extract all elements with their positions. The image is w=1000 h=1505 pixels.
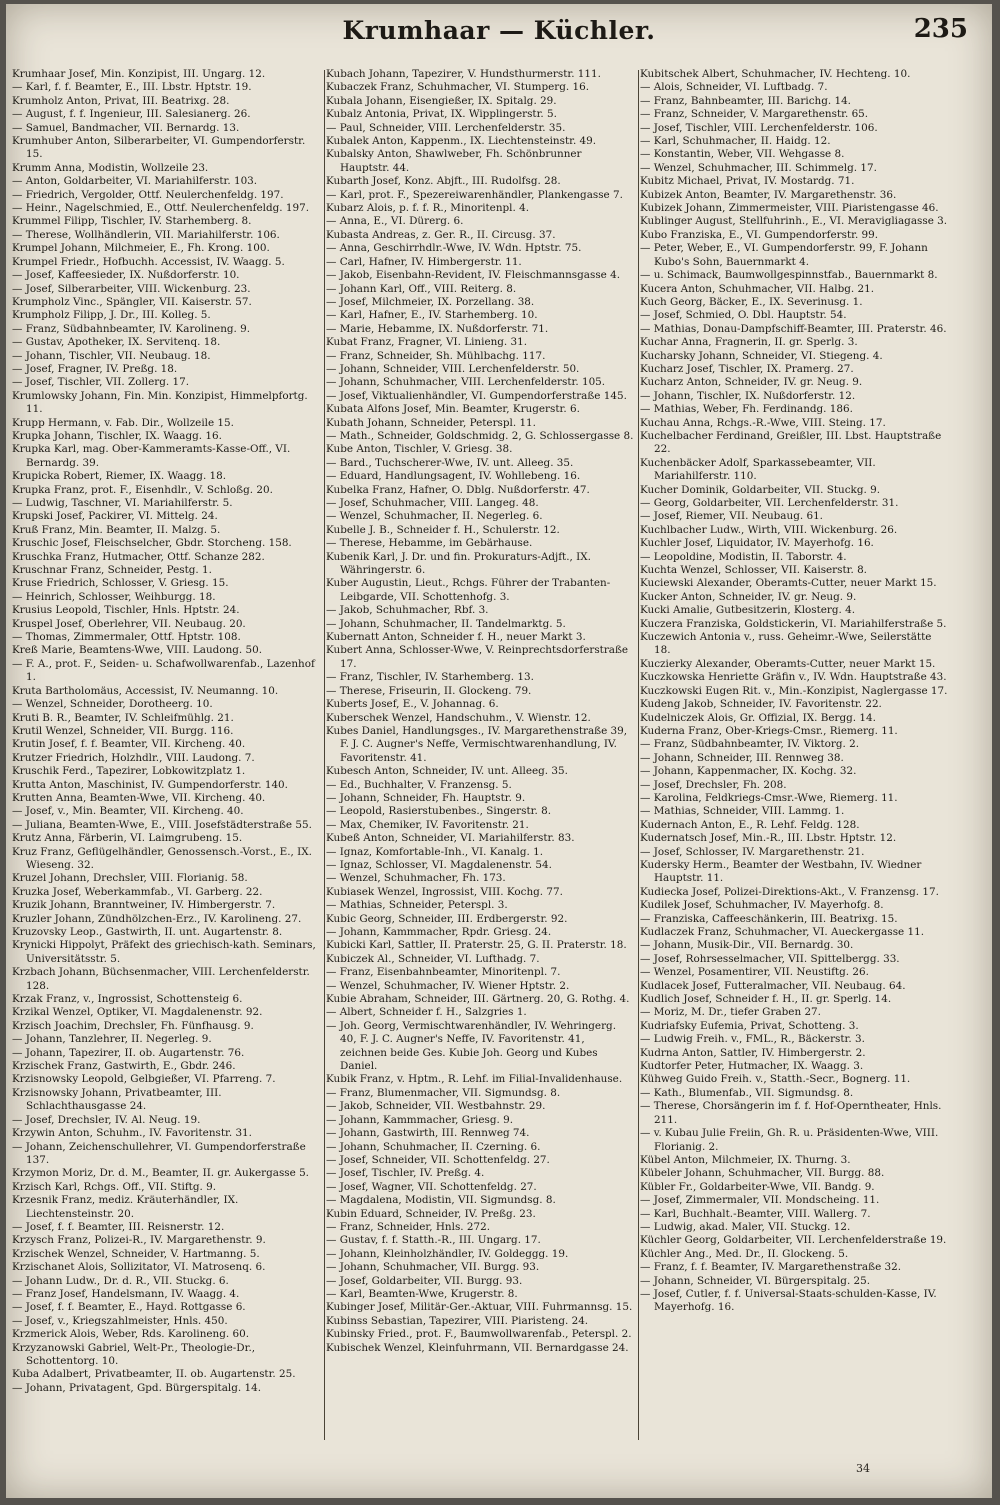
directory-entry: Krupka Johann, Tischler, IX. Waagg. 16. — [12, 429, 222, 442]
directory-entry: Kubaczek Franz, Schuhmacher, VI. Stumperg. 16. — [326, 81, 590, 94]
directory-entry: — August, f. f. Ingenieur, III. Salesianerg. 26. — [12, 108, 251, 121]
directory-entry: Krzischanet Alois, Sollizitator, VI. Matrosenq. 6. — [12, 1261, 266, 1274]
directory-entry: — Josef, Viktualienhändler, VI. Gumpendorferstraße 145. — [326, 389, 627, 402]
directory-entry: Kubasta Andreas, z. Ger. R., II. Circusg. 37. — [326, 228, 556, 241]
directory-entry: — Josef, Milchmeier, IX. Porzellang. 38. — [326, 295, 535, 308]
directory-entry: — Franz, Schneider, V. Margarethenstr. 65. — [640, 108, 869, 121]
directory-entry: — Mathias, Weber, Fh. Ferdinandg. 186. — [640, 403, 853, 416]
directory-entry: Kreß Marie, Beamtens-Wwe, VIII. Laudong. 50. — [12, 644, 263, 657]
directory-entry: — Anna, E., VI. Dürerg. 6. — [326, 215, 464, 228]
directory-entry: Kucharsky Johann, Schneider, VI. Stiegeng. 4. — [640, 349, 883, 362]
directory-entry: — Ludwig, akad. Maler, VII. Stuckg. 12. — [640, 1220, 851, 1233]
directory-entry: Kudeng Jakob, Schneider, IV. Favoritenstr. 22. — [640, 698, 882, 711]
directory-entry: — Josef, Silberarbeiter, VIII. Wickenburg. 23. — [12, 282, 251, 295]
directory-entry: — Josef, Drechsler, Fh. 208. — [640, 778, 787, 791]
directory-entry: — Kath., Blumenfab., VII. Sigmundsg. 8. — [640, 1086, 854, 1099]
directory-entry: Kucera Anton, Schuhmacher, VII. Halbg. 21. — [640, 282, 875, 295]
directory-entry: Kruschnar Franz, Schneider, Pestg. 1. — [12, 564, 212, 577]
directory-entry: Kruz Franz, Geflügelhändler, Genossensch.-Vorst., E., IX. Wieseng. 32. — [12, 845, 312, 871]
directory-entry: Kubiczek Al., Schneider, VI. Lufthadg. 7. — [326, 952, 540, 965]
directory-entry: Kuberschek Wenzel, Handschuhm., V. Wienstr. 12. — [326, 711, 591, 724]
directory-entry: Kuczkowski Eugen Rit. v., Min.-Konzipist, Naglergasse 17. — [640, 684, 948, 697]
directory-entry: — Franz, Bahnbeamter, III. Barichg. 14. — [640, 94, 851, 107]
directory-entry: Kubo Franziska, E., VI. Gumpendorferstr. 99. — [640, 228, 879, 241]
directory-entry: — Johann, Schneider, VIII. Lerchenfelderstr. 50. — [326, 362, 580, 375]
directory-entry: Kucharz Anton, Schneider, IV. gr. Neug. 9. — [640, 376, 863, 389]
directory-entry: Krupka Franz, prot. F., Eisenhdlr., V. Schloßg. 20. — [12, 483, 273, 496]
signature-mark: 34 — [856, 1462, 870, 1475]
directory-entry: Kucher Dominik, Goldarbeiter, VII. Stuckg. 9. — [640, 483, 880, 496]
directory-entry: Krutz Anna, Färberin, VI. Laimgrubeng. 15. — [12, 832, 243, 845]
directory-entry: — Marie, Hebamme, IX. Nußdorferstr. 71. — [326, 322, 549, 335]
directory-entry: — u. Schimack, Baumwollgespinnstfab., Bauernmarkt 8. — [640, 269, 938, 282]
directory-entry: Kucki Amalie, Gutbesitzerin, Klosterg. 4. — [640, 604, 856, 617]
directory-entry: Kubalsky Anton, Shawlweber, Fh. Schönbrunner Hauptstr. 44. — [326, 148, 582, 174]
directory-entry: Krutten Anna, Beamten-Wwe, VII. Kircheng. 40. — [12, 791, 266, 804]
directory-entry: Kubesch Anton, Schneider, IV. unt. Alleeg. 35. — [326, 765, 568, 778]
column-divider — [638, 70, 639, 1440]
directory-entry: Kuczierky Alexander, Oberamts-Cutter, neuer Markt 15. — [640, 657, 936, 670]
directory-entry: Kruzik Johann, Branntweiner, IV. Himbergerstr. 7. — [12, 899, 276, 912]
directory-entry: Kubat Franz, Fragner, VI. Linieng. 31. — [326, 336, 528, 349]
directory-entry: — Jakob, Eisenbahn-Revident, IV. Fleischmannsgasse 4. — [326, 269, 621, 282]
directory-entry: Krynicki Hippolyt, Präfekt des griechisch-kath. Seminars, Universitätsstr. 5. — [12, 939, 316, 965]
directory-entry: — Johann, Schuhmacher, II. Czerning. 6. — [326, 1140, 541, 1153]
directory-entry: Kuchelbacher Ferdinand, Greißler, III. Lbst. Hauptstraße 22. — [640, 429, 942, 456]
directory-entry: Kublinger August, Stellfuhrinh., E., VI. Meravigliagasse 3. — [640, 215, 948, 228]
directory-entry: — Josef, Zimmermaler, VII. Mondscheing. 11. — [640, 1194, 880, 1207]
directory-entry: Krumpholz Vinc., Spängler, VII. Kaiserstr. 57. — [12, 295, 252, 308]
directory-entry: — Karl, Buchhalt.-Beamter, VIII. Wallerg. 7. — [640, 1207, 871, 1220]
directory-entry: — Konstantin, Weber, VII. Wehgasse 8. — [640, 148, 845, 161]
directory-entry: — Josef, v., Kriegszahlmeister, Hnls. 450. — [12, 1314, 228, 1327]
directory-entry: Kuczewich Antonia v., russ. Geheimr.-Wwe, Seilerstätte 18. — [640, 631, 932, 657]
directory-entry: — Johann Karl, Off., VIII. Reiterg. 8. — [326, 282, 517, 295]
directory-entry: Krumpholz Filipp, J. Dr., III. Kolleg. 5. — [12, 309, 211, 322]
directory-entry: — Wenzel, Schuhmacher, II. Negerleg. 6. — [326, 510, 543, 523]
directory-entry: — Johann Ludw., Dr. d. R., VII. Stuckg. 6. — [12, 1274, 229, 1287]
directory-entry: Küchler Georg, Goldarbeiter, VII. Lerchenfelderstraße 19. — [640, 1234, 947, 1247]
directory-entry: — Moriz, M. Dr., tiefer Graben 27. — [640, 1006, 821, 1019]
directory-entry: — Alois, Schneider, VI. Luftbadg. 7. — [640, 81, 828, 94]
directory-entry: — Johann, Kleinholzhändler, IV. Goldeggg. 19. — [326, 1247, 569, 1260]
directory-entry: — Josef, Drechsler, IV. Al. Neug. 19. — [12, 1113, 201, 1126]
directory-entry: Kuch Georg, Bäcker, E., IX. Severinusg. 1. — [640, 295, 863, 308]
directory-entry: Kruzler Johann, Zündhölzchen-Erz., IV. Karolineng. 27. — [12, 912, 302, 925]
directory-entry: — Gustav, Apotheker, IX. Servitenq. 18. — [12, 336, 221, 349]
directory-entry: Kubarth Josef, Konz. Abjft., III. Rudolfsg. 28. — [326, 175, 561, 188]
page-header — [6, 10, 992, 54]
directory-entry: — Karl, Beamten-Wwe, Krugerstr. 8. — [326, 1287, 518, 1300]
directory-entry: — Samuel, Bandmacher, VII. Bernardg. 13. — [12, 121, 240, 134]
directory-entry: — Gustav, f. f. Statth.-R., III. Ungarg. 17. — [326, 1234, 541, 1247]
directory-entry: — Josef, Schmied, O. Dbl. Hauptstr. 54. — [640, 309, 847, 322]
directory-entry: — Anton, Goldarbeiter, VI. Mariahilferstr. 103. — [12, 175, 258, 188]
directory-entry: — Karl, Hafner, E., IV. Starhemberg. 10. — [326, 309, 538, 322]
directory-entry: — Franz, Eisenbahnbeamter, Minoritenpl. 7. — [326, 966, 561, 979]
directory-entry: — Therese, Hebamme, im Gebärhause. — [326, 537, 533, 550]
directory-page — [6, 4, 992, 1498]
directory-entry: — Johann, Tischler, IX. Nußdorferstr. 12. — [640, 389, 856, 402]
directory-entry: Krzischek Wenzel, Schneider, V. Hartmanng. 5. — [12, 1247, 260, 1260]
directory-entry: Kubelle J. B., Schneider f. H., Schulerstr. 12. — [326, 523, 560, 536]
directory-entry: Kudersky Herm., Beamter der Westbahn, IV. Wiedner Hauptstr. 11. — [640, 858, 922, 885]
directory-entry: Krzisch Joachim, Drechsler, Fh. Fünfhausg. 9. — [12, 1019, 254, 1032]
directory-entry: Kubiasek Wenzel, Ingrossist, VIII. Kochg. 77. — [326, 885, 563, 898]
directory-entry: Kuchlbacher Ludw., Wirth, VIII. Wickenburg. 26. — [640, 523, 898, 536]
directory-entry: — Franziska, Caffeeschänkerin, III. Beatrixg. 15. — [640, 912, 898, 925]
directory-entry: — Josef, Riemer, VII. Neubaug. 61. — [640, 510, 823, 523]
directory-entry: — F. A., prot. F., Seiden- u. Schafwollwarenfab., Lazenhof 1. — [12, 657, 315, 684]
directory-entry: Kuberts Josef, E., V. Johannag. 6. — [326, 698, 499, 711]
directory-entry: Kruzka Josef, Weberkammfab., VI. Garberg. 22. — [12, 885, 263, 898]
directory-entry: Krupp Hermann, v. Fab. Dir., Wollzeile 15. — [12, 416, 234, 429]
directory-entry: Kubinsky Fried., prot. F., Baumwollwarenfab., Peterspl. 2. — [326, 1328, 632, 1341]
directory-entry: — Math., Schneider, Goldschmidg. 2, G. Schlossergasse 8. — [326, 429, 634, 442]
directory-entry: Kubath Johann, Schneider, Peterspl. 11. — [326, 416, 536, 429]
directory-entry: — Josef, Tischler, VIII. Lerchenfelderstr. 106. — [640, 121, 878, 134]
directory-entry: Kruspel Josef, Oberlehrer, VII. Neubaug. 20. — [12, 617, 246, 630]
directory-entry: Kubin Eduard, Schneider, IV. Preßg. 23. — [326, 1207, 536, 1220]
directory-entry: — Josef, v., Min. Beamter, VII. Kircheng. 40. — [12, 805, 244, 818]
directory-entry: — Jakob, Schuhmacher, Rbf. 3. — [326, 604, 489, 617]
running-head: Krumhaar — Küchler. — [342, 16, 656, 45]
directory-entry: Kuczkowska Henriette Gräfin v., IV. Wdn. Hauptstraße 43. — [640, 671, 947, 684]
directory-entry: Kuchar Anna, Fragnerin, II. gr. Sperlg. 3. — [640, 336, 858, 349]
column-2 — [326, 68, 634, 1448]
directory-entry: — Josef, Goldarbeiter, VII. Burgg. 93. — [326, 1274, 523, 1287]
directory-entry: — Karolina, Feldkriegs-Cmsr.-Wwe, Riemerg. 11. — [640, 791, 898, 804]
directory-entry: — Josef, Fragner, IV. Preßg. 18. — [12, 362, 178, 375]
directory-entry: Krumlowsky Johann, Fin. Min. Konzipist, Himmelpfortg. 11. — [12, 389, 308, 416]
directory-entry: Kruzel Johann, Drechsler, VIII. Florianig. 58. — [12, 872, 248, 885]
directory-entry: — Johann, Tischler, VII. Neubaug. 18. — [12, 349, 211, 362]
directory-entry: — Josef, Cutler, f. f. Universal-Staats-schulden-Kasse, IV. Mayerhofg. 16. — [640, 1287, 937, 1314]
directory-entry: Kudernatsch Josef, Min.-R., III. Lbstr. Hptstr. 12. — [640, 832, 897, 845]
directory-entry: — Magdalena, Modistin, VII. Sigmundsg. 8. — [326, 1194, 556, 1207]
directory-entry: Kubinger Josef, Militär-Ger.-Aktuar, VIII. Fuhrmannsg. 15. — [326, 1301, 633, 1314]
directory-entry: — Josef, Tischler, VII. Zollerg. 17. — [12, 376, 190, 389]
directory-entry: — Karl, f. f. Beamter, E., III. Lbstr. Hptstr. 19. — [12, 81, 252, 94]
directory-entry: — Karl, prot. F., Spezereiwarenhändler, Plankengasse 7. — [326, 188, 623, 201]
directory-entry: — Josef, Schuhmacher, VIII. Langeg. 48. — [326, 497, 539, 509]
directory-entry: Kübeler Johann, Schuhmacher, VII. Burgg. 88. — [640, 1167, 885, 1180]
directory-entry: — Josef, Kaffeesieder, IX. Nußdorferstr. 10. — [12, 269, 240, 282]
directory-entry: Kudtorfer Peter, Hutmacher, IX. Waagg. 3. — [640, 1060, 864, 1073]
directory-entry: Kuchenbäcker Adolf, Sparkassebeamter, VII. Mariahilferstr. 110. — [640, 456, 876, 483]
directory-entry: Kudlaczek Franz, Schuhmacher, VI. Aueckergasse 11. — [640, 926, 925, 938]
directory-entry: — Leopold, Rasierstubenbes., Singerstr. 8. — [326, 805, 552, 818]
directory-entry: Kruß Franz, Min. Beamter, II. Malzg. 5. — [12, 523, 221, 536]
directory-entry: Kudilek Josef, Schuhmacher, IV. Mayerhofg. 8. — [640, 899, 884, 912]
directory-entry: — Peter, Weber, E., VI. Gumpendorferstr. 99, F. Johann Kubo's Sohn, Bauernmarkt 4. — [640, 242, 928, 268]
directory-entry: — Ludwig Freih. v., FML., R., Bäckerstr. 3. — [640, 1033, 865, 1046]
directory-entry: Kubic Georg, Schneider, III. Erdbergerstr. 92. — [326, 912, 568, 925]
directory-entry: — Johann, Zeichenschullehrer, VI. Gumpendorferstraße 137. — [12, 1140, 306, 1166]
directory-entry: — Josef, f. f. Beamter, E., Hayd. Rottgasse 6. — [12, 1301, 246, 1314]
directory-entry: — Ignaz, Schlosser, VI. Magdalenenstr. 54. — [326, 858, 552, 871]
directory-entry: Kruschic Josef, Fleischselcher, Gbdr. Storcheng. 158. — [12, 537, 292, 550]
directory-entry: — Mathias, Schneider, VIII. Lammg. 1. — [640, 805, 845, 818]
directory-entry: Kubala Johann, Eisengießer, IX. Spitalg. 29. — [326, 94, 557, 107]
directory-entry: Kubitz Michael, Privat, IV. Mostardg. 71. — [640, 175, 855, 188]
directory-entry: — Wenzel, Schneider, Dorotheerg. 10. — [12, 698, 213, 711]
directory-entry: Kuciewski Alexander, Oberamts-Cutter, neuer Markt 15. — [640, 577, 937, 590]
directory-entry: Kruschka Franz, Hutmacher, Ottf. Schanze 282. — [12, 550, 265, 563]
directory-entry: — Franz, f. f. Beamter, IV. Margarethenstraße 32. — [640, 1261, 902, 1274]
directory-entry: Krutin Josef, f. f. Beamter, VII. Kircheng. 40. — [12, 738, 246, 751]
directory-entry: — Georg, Goldarbeiter, VII. Lerchenfelderstr. 31. — [640, 497, 899, 509]
directory-entry: — Ed., Buchhalter, V. Franzensg. 5. — [326, 778, 512, 791]
directory-entry: — Ludwig, Taschner, VI. Mariahilferstr. 5. — [12, 497, 233, 509]
directory-entry: Kudrna Anton, Sattler, IV. Himbergerstr. 2. — [640, 1046, 866, 1059]
directory-entry: Küchler Ang., Med. Dr., II. Glockeng. 5. — [640, 1247, 849, 1260]
directory-entry: — Johann, Privatagent, Gpd. Bürgerspitalg. 14. — [12, 1381, 262, 1394]
directory-entry: Kühweg Guido Freih. v., Statth.-Secr., Bognerg. 11. — [640, 1073, 911, 1086]
directory-entry: Krumhuber Anton, Silberarbeiter, VI. Gumpendorferstr. 15. — [12, 135, 306, 161]
directory-entry: Kuba Adalbert, Privatbeamter, II. ob. Augartenstr. 25. — [12, 1368, 296, 1381]
directory-entry: Krummel Filipp, Tischler, IV. Starhemberg. 8. — [12, 215, 252, 228]
directory-entry: Kubeß Anton, Schneider, VI. Mariahilferstr. 83. — [326, 832, 575, 845]
directory-entry: — Jakob, Schneider, VII. Westbahnstr. 29. — [326, 1100, 546, 1113]
directory-entry: Krzywin Anton, Schuhm., IV. Favoritenstr. 31. — [12, 1127, 252, 1140]
directory-entry: — Johann, Tapezirer, II. ob. Augartenstr. 76. — [12, 1046, 245, 1059]
column-3 — [640, 68, 948, 1448]
directory-entry: Kubata Alfons Josef, Min. Beamter, Krugerstr. 6. — [326, 403, 580, 416]
directory-entry: Krzesnik Franz, mediz. Kräuterhändler, IX. Liechtensteinstr. 20. — [12, 1194, 239, 1220]
directory-entry: Kubarz Alois, p. f. f. R., Minoritenpl. 4. — [326, 202, 530, 215]
directory-entry: Kruzovsky Leop., Gastwirth, II. unt. Augartenstr. 8. — [12, 926, 283, 938]
directory-entry: Kudiecka Josef, Polizei-Direktions-Akt., V. Franzensg. 17. — [640, 885, 939, 898]
directory-entry: — Josef, Schneider, VII. Schottenfeldg. 27. — [326, 1153, 550, 1166]
directory-entry: Kruschik Ferd., Tapezirer, Lobkowitzplatz 1. — [12, 765, 246, 778]
directory-entry: Kubes Daniel, Handlungsges., IV. Margarethenstraße 39, F. J. C. Augner's Neffe, Vermischtwarenhandlung, IV. Favoritenstr. 41. — [326, 724, 628, 764]
directory-entry: — Johann, Schuhmacher, VII. Burgg. 93. — [326, 1261, 540, 1274]
directory-entry: Kubinss Sebastian, Tapezirer, VIII. Piaristeng. 24. — [326, 1314, 589, 1327]
column-1 — [12, 68, 320, 1448]
directory-entry: Kuczera Franziska, Goldstickerin, VI. Mariahilferstraße 5. — [640, 617, 947, 630]
directory-entry: Kubalek Anton, Kappenm., IX. Liechtensteinstr. 49. — [326, 135, 597, 148]
directory-entry: Krupka Karl, mag. Ober-Kammeramts-Kasse-Off., VI. Bernardg. 39. — [12, 443, 291, 469]
directory-entry: Kübler Fr., Goldarbeiter-Wwe, VII. Bandg. 9. — [640, 1180, 875, 1193]
directory-entry: — Therese, Chorsängerin im f. f. Hof-Operntheater, Hnls. 211. — [640, 1100, 942, 1126]
directory-entry: — Therese, Friseurin, II. Glockeng. 79. — [326, 684, 532, 697]
directory-entry: — Friedrich, Vergolder, Ottf. Neulerchenfeldg. 197. — [12, 188, 284, 201]
directory-entry: — Josef, Rohrsesselmacher, VII. Spittelbergg. 33. — [640, 952, 900, 965]
directory-entry: — Wenzel, Schuhmacher, IV. Wiener Hptstr. 2. — [326, 979, 570, 992]
directory-entry: Kubach Johann, Tapezirer, V. Hundsthurmerstr. 111. — [326, 68, 601, 80]
directory-entry: — Ignaz, Komfortable-Inh., VI. Kanalg. 1. — [326, 845, 544, 858]
directory-entry: — Max, Chemiker, IV. Favoritenstr. 21. — [326, 818, 529, 831]
directory-entry: — Franz, Blumenmacher, VII. Sigmundsg. 8. — [326, 1086, 561, 1099]
directory-entry: — Franz, Tischler, IV. Starhemberg. 13. — [326, 671, 534, 684]
directory-entry: Krzikal Wenzel, Optiker, VI. Magdalenenstr. 92. — [12, 1006, 263, 1019]
directory-entry: — Johann, Schuhmacher, VIII. Lerchenfelderstr. 105. — [326, 376, 606, 389]
directory-entry: Krupski Josef, Packirer, VI. Mittelg. 24. — [12, 510, 218, 523]
directory-entry: — Franz, Schneider, Sh. Mühlbachg. 117. — [326, 349, 546, 362]
directory-entry: Kruti B. R., Beamter, IV. Schleifmühlg. 21. — [12, 711, 234, 724]
directory-entry: Krumpel Friedr., Hofbuchh. Accessist, IV. Waagg. 5. — [12, 255, 285, 268]
directory-entry: — Albert, Schneider f. H., Salzgries 1. — [326, 1006, 527, 1019]
directory-entry: Kubizek Johann, Zimmermeister, VIII. Piaristengasse 46. — [640, 202, 939, 215]
directory-entry: Krzak Franz, v., Ingrossist, Schottensteig 6. — [12, 993, 243, 1006]
directory-entry: Krzmerick Alois, Weber, Rds. Karolineng. 60. — [12, 1328, 250, 1341]
directory-entry: Kuchta Wenzel, Schlosser, VII. Kaiserstr. 8. — [640, 564, 867, 577]
directory-entry: Kudlacek Josef, Futteralmacher, VII. Neubaug. 64. — [640, 979, 906, 992]
directory-entry: Krzymon Moriz, Dr. d. M., Beamter, II. gr. Aukergasse 5. — [12, 1167, 309, 1180]
directory-entry: Kudelniczek Alois, Gr. Offizial, IX. Bergg. 14. — [640, 711, 876, 724]
directory-entry: Krupicka Robert, Riemer, IX. Waagg. 18. — [12, 470, 227, 483]
directory-entry: — Carl, Hafner, IV. Himbergerstr. 11. — [326, 255, 522, 268]
directory-entry: — Juliana, Beamten-Wwe, E., VIII. Josefstädterstraße 55. — [12, 818, 312, 831]
directory-entry: Kuderna Franz, Ober-Kriegs-Cmsr., Riemerg. 11. — [640, 724, 898, 737]
page-number: 235 — [913, 14, 968, 44]
directory-entry: — v. Kubau Julie Freiin, Gh. R. u. Präsidenten-Wwe, VIII. Florianig. 2. — [640, 1127, 939, 1153]
directory-entry: — Johann, Tanzlehrer, II. Negerleg. 9. — [12, 1033, 212, 1046]
directory-entry: Kucker Anton, Schneider, IV. gr. Neug. 9. — [640, 590, 857, 603]
directory-entry: — Franz, Südbahnbeamter, IV. Karolineng. 9. — [12, 322, 251, 335]
directory-entry: — Leopoldine, Modistin, II. Taborstr. 4. — [640, 550, 847, 563]
directory-entry: Kübel Anton, Milchmeier, IX. Thurng. 3. — [640, 1153, 851, 1166]
directory-entry: Kucharz Josef, Tischler, IX. Pramerg. 27. — [640, 362, 854, 375]
directory-entry: — Mathias, Schneider, Peterspl. 3. — [326, 899, 508, 912]
directory-entry: — Johann, Schneider, Fh. Hauptstr. 9. — [326, 791, 526, 804]
directory-entry: Krumpel Johann, Milchmeier, E., Fh. Krong. 100. — [12, 242, 270, 255]
directory-entry: — Josef, f. f. Beamter, III. Reisnerstr. 12. — [12, 1220, 225, 1233]
directory-entry: Kubizek Anton, Beamter, IV. Margarethenstr. 36. — [640, 188, 897, 201]
directory-entry: — Josef, Schlosser, IV. Margarethenstr. 21. — [640, 845, 865, 858]
directory-entry: Kubenik Karl, J. Dr. und fin. Prokuraturs-Adjft., IX. Währingerstr. 6. — [326, 550, 591, 577]
directory-entry: Kubischek Wenzel, Kleinfuhrmann, VII. Bernardgasse 24. — [326, 1341, 629, 1354]
directory-entry: — Franz Josef, Handelsmann, IV. Waagg. 4. — [12, 1287, 240, 1300]
directory-entry: — Thomas, Zimmermaler, Ottf. Hptstr. 108. — [12, 631, 241, 644]
column-divider — [324, 70, 325, 1440]
directory-entry: Kuchau Anna, Rchgs.-R.-Wwe, VIII. Steing. 17. — [640, 416, 886, 429]
directory-entry: — Josef, Tischler, IV. Preßg. 4. — [326, 1167, 485, 1180]
directory-entry: Kubicki Karl, Sattler, II. Praterstr. 25, G. II. Praterstr. 18. — [326, 939, 627, 952]
directory-entry: Kudriafsky Eufemia, Privat, Schotteng. 3. — [640, 1019, 859, 1032]
directory-entry: Kubitschek Albert, Schuhmacher, IV. Hechteng. 10. — [640, 68, 911, 80]
directory-entry: — Heinrich, Schlosser, Weihburgg. 18. — [12, 590, 216, 603]
directory-entry: Kube Anton, Tischler, V. Griesg. 38. — [326, 443, 513, 456]
directory-entry: Krzysch Franz, Polizei-R., IV. Margarethenstr. 9. — [12, 1234, 266, 1247]
directory-entry: Krzisch Karl, Rchgs. Off., VII. Stiftg. 9. — [12, 1180, 217, 1193]
directory-entry: — Josef, Wagner, VII. Schottenfeldg. 27. — [326, 1180, 537, 1193]
directory-entry: — Eduard, Handlungsagent, IV. Wohllebeng. 16. — [326, 470, 581, 483]
directory-entry: Kubert Anna, Schlosser-Wwe, V. Reinprechtsdorferstraße 17. — [326, 644, 629, 670]
directory-entry: — Wenzel, Schuhmacher, III. Schimmelg. 17. — [640, 161, 877, 174]
directory-entry: Kubelka Franz, Hafner, O. Dblg. Nußdorferstr. 47. — [326, 483, 590, 496]
directory-entry: — Karl, Schuhmacher, II. Haidg. 12. — [640, 135, 831, 148]
directory-entry: Kubernatt Anton, Schneider f. H., neuer Markt 3. — [326, 631, 586, 644]
directory-entry: — Paul, Schneider, VIII. Lerchenfelderstr. 35. — [326, 121, 566, 134]
directory-entry: — Johann, Schneider, III. Rennweg 38. — [640, 751, 844, 764]
directory-entry: — Franz, Schneider, Hnls. 272. — [326, 1220, 491, 1233]
directory-entry: — Franz, Südbahnbeamter, IV. Viktorg. 2. — [640, 738, 860, 751]
directory-entry: — Johann, Kappenmacher, IX. Kochg. 32. — [640, 765, 857, 778]
directory-entry: — Johann, Kammmacher, Rpdr. Griesg. 24. — [326, 926, 552, 938]
directory-entry: — Johann, Schuhmacher, II. Tandelmarktg. 5. — [326, 617, 566, 630]
directory-entry: — Joh. Georg, Vermischtwarenhändler, IV. Wehringerg. 40, F. J. C. Augner's Neffe, IV. Favoritenstr. 41, zeichnen beide Ges. Kubie Joh. Georg und Kubes Daniel. — [326, 1019, 617, 1073]
directory-entry: Kudlich Josef, Schneider f. H., II. gr. Sperlg. 14. — [640, 993, 892, 1006]
directory-entry: — Heinr., Nagelschmied, E., Ottf. Neulerchenfeldg. 197. — [12, 202, 310, 215]
directory-entry: Krumm Anna, Modistin, Wollzeile 23. — [12, 161, 209, 174]
directory-entry: — Anna, Geschirrhdlr.-Wwe, IV. Wdn. Hptstr. 75. — [326, 242, 582, 255]
directory-entry: Kubie Abraham, Schneider, III. Gärtnerg. 20, G. Rothg. 4. — [326, 993, 630, 1006]
directory-entry: — Bard., Tuchscherer-Wwe, IV. unt. Alleeg. 35. — [326, 456, 574, 469]
directory-entry: — Wenzel, Posamentirer, VII. Neustiftg. 26. — [640, 966, 869, 979]
directory-entry: Kubalz Antonia, Privat, IX. Wipplingerstr. 5. — [326, 108, 557, 121]
directory-entry: — Johann, Schneider, VI. Bürgerspitalg. 25. — [640, 1274, 871, 1287]
directory-entry: Krutzer Friedrich, Holzhdlr., VIII. Laudong. 7. — [12, 751, 255, 764]
directory-entry: — Wenzel, Schuhmacher, Fh. 173. — [326, 872, 506, 885]
directory-entry: Kuchler Josef, Liquidator, IV. Mayerhofg. 16. — [640, 537, 874, 550]
directory-entry: Krumhaar Josef, Min. Konzipist, III. Ungarg. 12. — [12, 68, 266, 80]
directory-entry: — Johann, Musik-Dir., VII. Bernardg. 30. — [640, 939, 854, 952]
directory-entry: Krutil Wenzel, Schneider, VII. Burgg. 116. — [12, 724, 234, 737]
directory-entry: Krzbach Johann, Büchsenmacher, VIII. Lerchenfelderstr. 128. — [12, 966, 310, 992]
directory-entry: Krzisnowsky Leopold, Gelbgießer, VI. Pfarreng. 7. — [12, 1073, 276, 1086]
directory-entry: Kudernach Anton, E., R. Lehf. Feldg. 128. — [640, 818, 860, 831]
directory-entry: Kruta Bartholomäus, Accessist, IV. Neumanng. 10. — [12, 684, 279, 697]
directory-entry: Kuber Augustin, Lieut., Rchgs. Führer der Trabanten-Leibgarde, VII. Schottenhofg. 3. — [326, 577, 611, 603]
directory-entry: — Therese, Wollhändlerin, VII. Mariahilferstr. 106. — [12, 228, 280, 241]
directory-entry: Krutta Anton, Maschinist, IV. Gumpendorferstr. 140. — [12, 778, 288, 791]
directory-entry: Krzisnowsky Johann, Privatbeamter, III. Schlachthausgasse 24. — [12, 1086, 222, 1113]
directory-entry: — Johann, Kammmacher, Griesg. 9. — [326, 1113, 514, 1126]
directory-entry: Krzischek Franz, Gastwirth, E., Gbdr. 246. — [12, 1060, 236, 1073]
directory-entry: — Johann, Gastwirth, III. Rennweg 74. — [326, 1127, 530, 1140]
directory-entry: Kruse Friedrich, Schlosser, V. Griesg. 15. — [12, 577, 229, 590]
directory-entry: — Mathias, Donau-Dampfschiff-Beamter, III. Praterstr. 46. — [640, 322, 947, 335]
directory-entry: Kubik Franz, v. Hptm., R. Lehf. im Filial-Invalidenhause. — [326, 1073, 623, 1086]
directory-entry: Krusius Leopold, Tischler, Hnls. Hptstr. 24. — [12, 604, 240, 617]
directory-entry: Krzyzanowski Gabriel, Welt-Pr., Theologie-Dr., Schottentorg. 10. — [12, 1341, 256, 1367]
directory-columns — [12, 68, 986, 1448]
directory-entry: Krumholz Anton, Privat, III. Beatrixg. 28. — [12, 94, 230, 107]
